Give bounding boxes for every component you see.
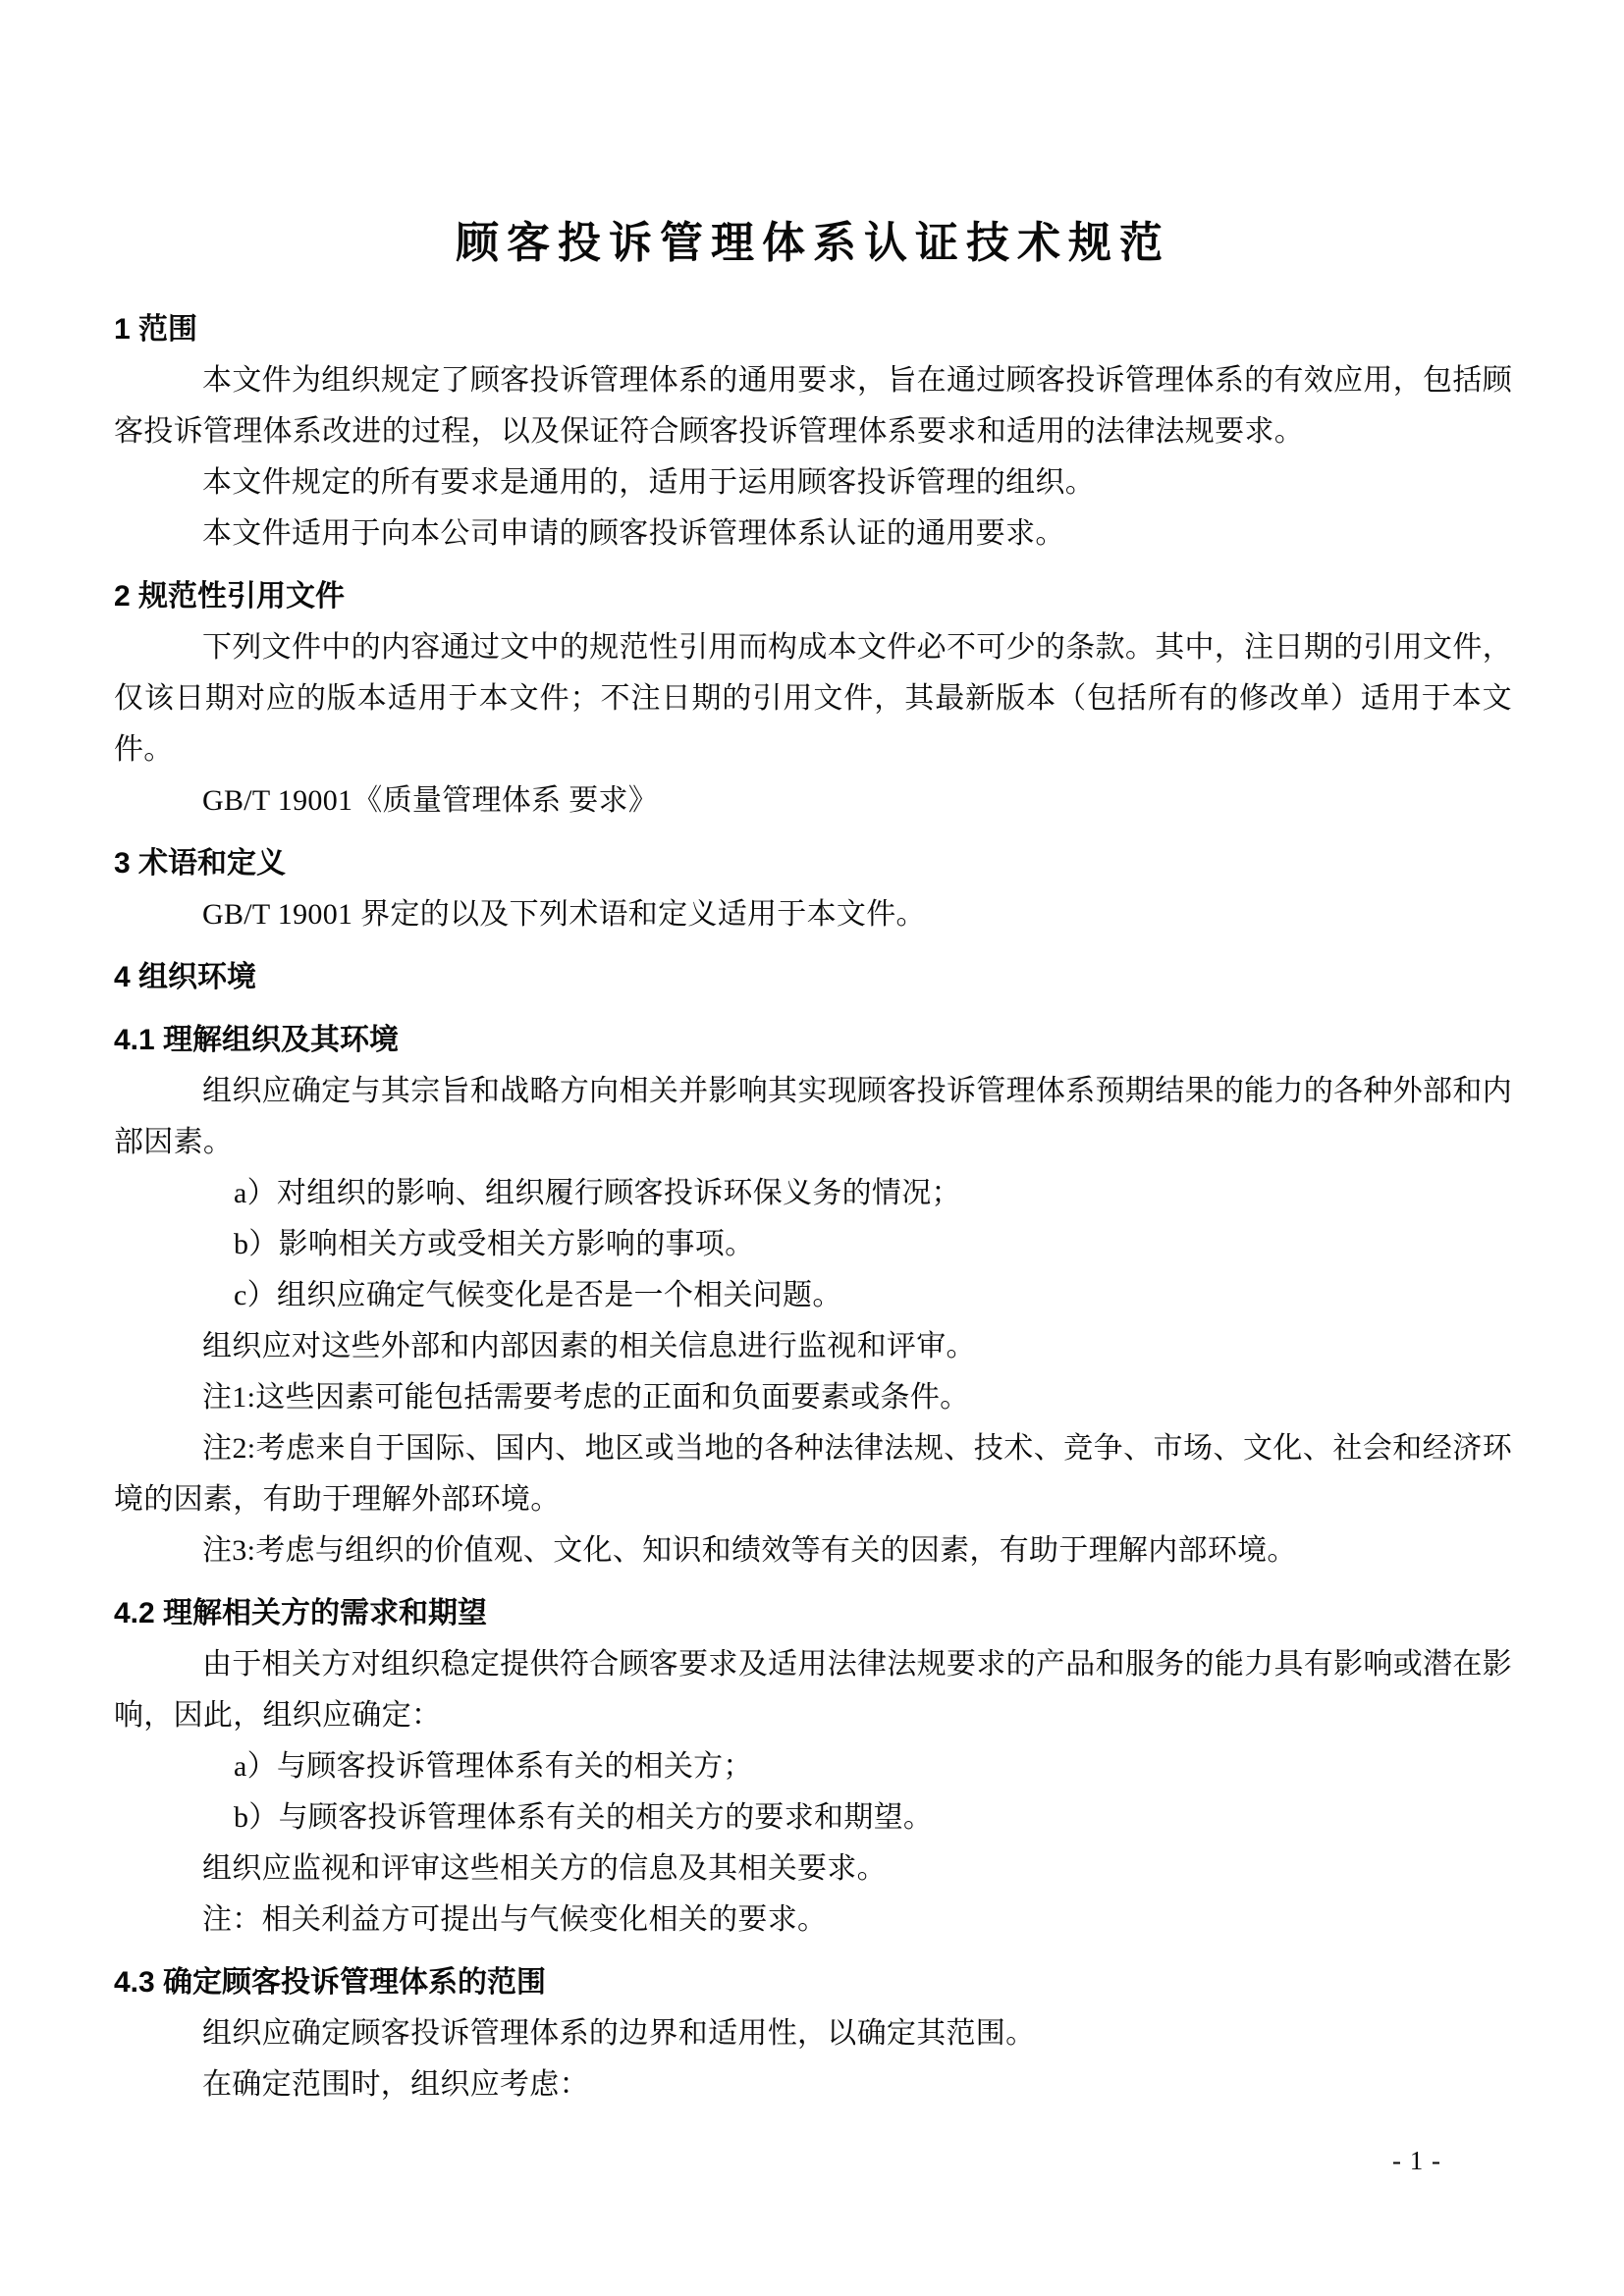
document-title: 顾客投诉管理体系认证技术规范 <box>456 219 1170 267</box>
list-item: a）与顾客投诉管理体系有关的相关方； <box>234 1750 753 1783</box>
page-number: - 1 - <box>1392 2146 1441 2175</box>
paragraph: 本文件为组织规定了顾客投诉管理体系的通用要求，旨在通过顾客投诉管理体系的有效应用，包括顾客投诉管理体系改进的过程，以及保证符合顾客投诉管理体系要求和适用的法律法规要求。 <box>114 364 1512 448</box>
section-heading: 4 组织环境 <box>114 961 257 993</box>
paragraph: GB/T 19001 界定的以及下列术语和定义适用于本文件。 <box>202 898 926 931</box>
subsection-heading: 4.3 确定顾客投诉管理体系的范围 <box>114 1966 547 1999</box>
section-heading: 1 范围 <box>114 313 198 346</box>
paragraph: 注：相关利益方可提出与气候变化相关的要求。 <box>202 1903 828 1936</box>
list-item: a）对组织的影响、组织履行顾客投诉环保义务的情况； <box>234 1177 961 1209</box>
paragraph: 在确定范围时，组织应考虑： <box>202 2068 589 2101</box>
paragraph: 本文件适用于向本公司申请的顾客投诉管理体系认证的通用要求。 <box>202 517 1065 550</box>
list-item: b）与顾客投诉管理体系有关的相关方的要求和期望。 <box>234 1801 934 1834</box>
paragraph: 组织应确定顾客投诉管理体系的边界和适用性，以确定其范围。 <box>202 2017 1036 2050</box>
paragraph: 组织应确定与其宗旨和战略方向相关并影响其实现顾客投诉管理体系预期结果的能力的各种外部和内部因素。 <box>114 1075 1512 1158</box>
paragraph: 注3:考虑与组织的价值观、文化、知识和绩效等有关的因素，有助于理解内部环境。 <box>202 1534 1297 1567</box>
paragraph: 由于相关方对组织稳定提供符合顾客要求及适用法律法规要求的产品和服务的能力具有影响或潜在影响，因此，组织应确定： <box>114 1648 1512 1732</box>
paragraph: 注1:这些因素可能包括需要考虑的正面和负面要素或条件。 <box>202 1381 970 1414</box>
paragraph: 组织应监视和评审这些相关方的信息及其相关要求。 <box>202 1852 887 1885</box>
paragraph: 注2:考虑来自于国际、国内、地区或当地的各种法律法规、技术、竞争、市场、文化、社会和经济环境的因素，有助于理解外部环境。 <box>114 1432 1512 1516</box>
document-body <box>114 304 1512 2110</box>
section-heading: 2 规范性引用文件 <box>114 580 346 613</box>
list-item: c）组织应确定气候变化是否是一个相关问题。 <box>234 1279 842 1311</box>
paragraph: 本文件规定的所有要求是通用的，适用于运用顾客投诉管理的组织。 <box>202 466 1095 499</box>
paragraph: 组织应对这些外部和内部因素的相关信息进行监视和评审。 <box>202 1330 976 1362</box>
paragraph: GB/T 19001《质量管理体系 要求》 <box>202 784 659 817</box>
list-item: b）影响相关方或受相关方影响的事项。 <box>234 1228 755 1260</box>
subsection-heading: 4.2 理解相关方的需求和期望 <box>114 1597 488 1629</box>
paragraph: 下列文件中的内容通过文中的规范性引用而构成本文件必不可少的条款。其中，注日期的引用文件，仅该日期对应的版本适用于本文件；不注日期的引用文件，其最新版本（包括所有的修改单）适用于本文件。 <box>114 631 1512 766</box>
subsection-heading: 4.1 理解组织及其环境 <box>114 1024 400 1056</box>
section-heading: 3 术语和定义 <box>114 847 287 880</box>
